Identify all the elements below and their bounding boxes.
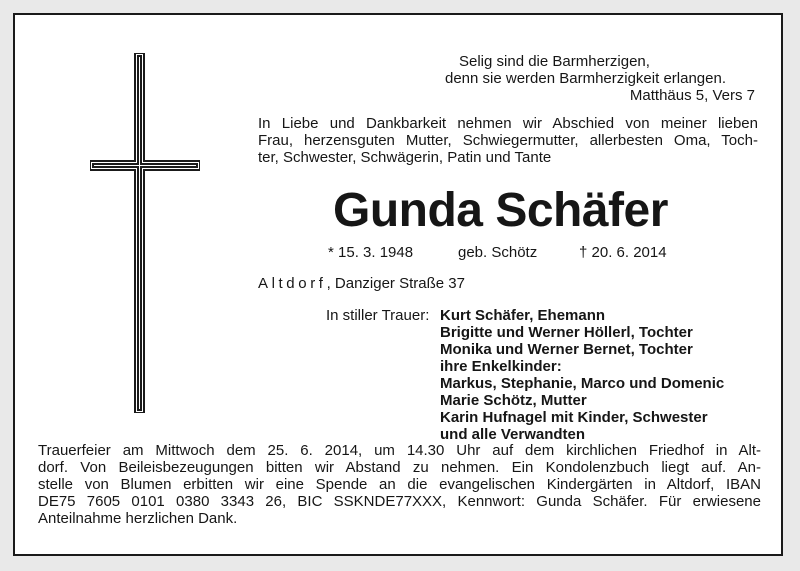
death-date: † 20. 6. 2014 <box>579 244 667 261</box>
footer-line: Anteilnahme herzlichen Dank. <box>38 510 238 527</box>
quote-reference: Matthäus 5, Vers 7 <box>629 87 755 104</box>
intro-line: Frau, herzensguten Mutter, Schwiegermutter, allerbesten Oma, Toch- <box>258 132 758 149</box>
quote-line: Selig sind die Barmherzigen, <box>459 53 650 70</box>
intro-line: ter, Schwester, Schwägerin, Patin und Tante <box>258 149 552 166</box>
obituary-card <box>13 13 783 556</box>
cross-icon <box>90 53 200 413</box>
deceased-name: Gunda Schäfer <box>333 184 668 237</box>
footer-line: DE75 7605 0101 0380 3343 26, BIC SSKNDE77XXX, Kennwort: Gunda Schäfer. Für erwiesene <box>38 493 761 510</box>
address-street: , Danziger Straße 37 <box>326 275 465 292</box>
mourning-label: In stiller Trauer: <box>326 307 430 324</box>
mourner-item: Marie Schötz, Mutter <box>440 392 587 409</box>
mourner-item: ihre Enkelkinder: <box>440 358 562 375</box>
address-city: Altdorf <box>258 275 327 292</box>
intro-line: In Liebe und Dankbarkeit nehmen wir Abschied von meiner lieben <box>258 115 758 132</box>
funeral-info <box>38 442 761 527</box>
address <box>258 275 465 292</box>
intro-text <box>258 115 758 166</box>
bible-quote <box>445 53 755 104</box>
footer-line: Trauerfeier am Mittwoch dem 25. 6. 2014, um 14.30 Uhr auf dem kirchlichen Friedhof in Alt- <box>38 442 761 459</box>
mourner-item: Markus, Stephanie, Marco und Domenic <box>440 375 725 392</box>
mourner-item: Kurt Schäfer, Ehemann <box>440 307 606 324</box>
maiden-name: geb. Schötz <box>458 244 538 261</box>
footer-line: stelle von Blumen erbitten wir eine Spende an die evangelischen Kindergärten in Altdorf, IBAN <box>38 476 761 493</box>
quote-line: denn sie werden Barmherzigkeit erlangen. <box>445 70 726 87</box>
mourners-list <box>440 307 724 443</box>
birth-date: * 15. 3. 1948 <box>328 244 414 261</box>
mourner-item: Karin Hufnagel mit Kinder, Schwester <box>440 409 708 426</box>
mourner-item: Monika und Werner Bernet, Tochter <box>440 341 693 358</box>
mourner-item: Brigitte und Werner Höllerl, Tochter <box>440 324 693 341</box>
mourner-item: und alle Verwandten <box>440 426 586 443</box>
footer-line: dorf. Von Beileisbezeugungen bitten wir Abstand zu nehmen. Ein Kondolenzbuch liegt auf. An- <box>38 459 761 476</box>
